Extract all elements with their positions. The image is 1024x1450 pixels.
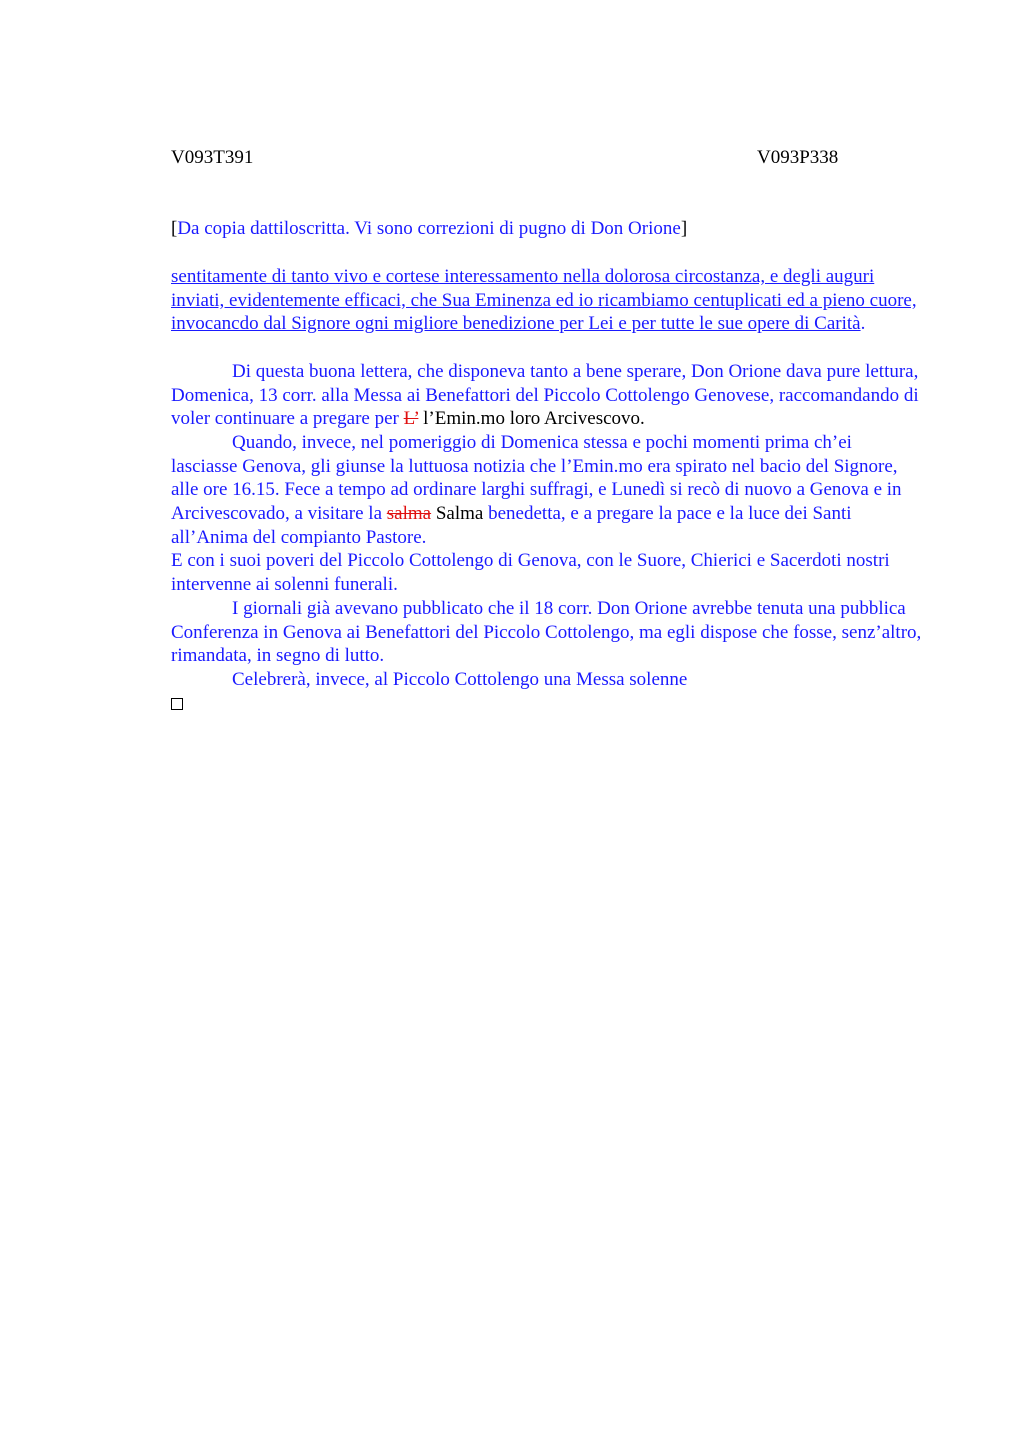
paragraph-text: benedetta, e a pregare la pace e la luce dei Santi all’Anima del compianto Pastore. <box>171 503 852 548</box>
empty-square-icon <box>171 698 183 710</box>
document-code: V093T391 <box>171 147 254 168</box>
inserted-correction: l’Emin.mo loro Arcivescovo. <box>423 408 645 430</box>
paragraph-gap <box>171 336 923 360</box>
inserted-correction: Salma <box>435 503 484 525</box>
paragraph-reading <box>171 360 923 431</box>
paragraph-conference: I giornali già avevano pubblicato che il 18 corr. Don Orione avrebbe tenuta una pubblica Conferenza in Genova ai Benefattori del Piccolo Cottolengo, ma egli dispose che fosse, senz’altro, rimandata, in segno di lutto. <box>171 597 922 667</box>
deleted-text: salma <box>386 503 432 525</box>
underlined-quote: sentitamente di tanto vivo e cortese interessamento nella dolorosa circostanza, e degli auguri inviati, evidentemente efficaci, che Sua Eminenza ed io ricambiamo centuplicati ed a pieno cuore, invocancdo dal Signore ogni migliore benedizione per Lei e per tutte le sue opere di Carità <box>171 266 917 335</box>
paragraph-quoted-letter <box>171 265 923 336</box>
deleted-text: L’ <box>403 408 419 430</box>
note-text: Da copia dattiloscritta. Vi sono correzioni di pugno di Don Orione <box>177 218 681 239</box>
letter-body <box>171 265 923 716</box>
note-close-bracket: ] <box>680 218 688 239</box>
paragraph-death-news <box>171 431 923 550</box>
note-open-bracket: [ <box>171 218 178 239</box>
paragraph-mass: Celebrerà, invece, al Piccolo Cottolengo una Messa solenne <box>232 668 688 690</box>
source-note <box>171 217 923 241</box>
paragraph-text: Quando, invece, nel pomeriggio di Domenica stessa e pochi momenti prima ch’ei lasciasse Genova, gli giunse la luttuosa notizia che l’Emin.mo era spirato nel bacio del Signore, alle ore 16.15. Fece a tempo ad ordinare larghi suffragi, e Lunedì si recò di nuovo a Genova e in Arcivescovado, a visitare la <box>171 431 902 525</box>
paragraph-text: Di questa buona lettera, che disponeva tanto a bene sperare, Don Orione dava pure lettura, Domenica, 13 corr. alla Messa ai Benefattori del Piccolo Cottolengo Genovese, raccomandando di voler continuare a pregare per <box>171 360 919 430</box>
paragraph-end-period: . <box>860 313 866 335</box>
page-code: V093P338 <box>757 147 839 168</box>
end-marker-line <box>171 692 923 717</box>
page-header <box>171 146 923 170</box>
paragraph-funerals: E con i suoi poveri del Piccolo Cottolengo di Genova, con le Suore, Chierici e Sacerdoti nostri intervenne ai solenni funerali. <box>171 550 890 596</box>
